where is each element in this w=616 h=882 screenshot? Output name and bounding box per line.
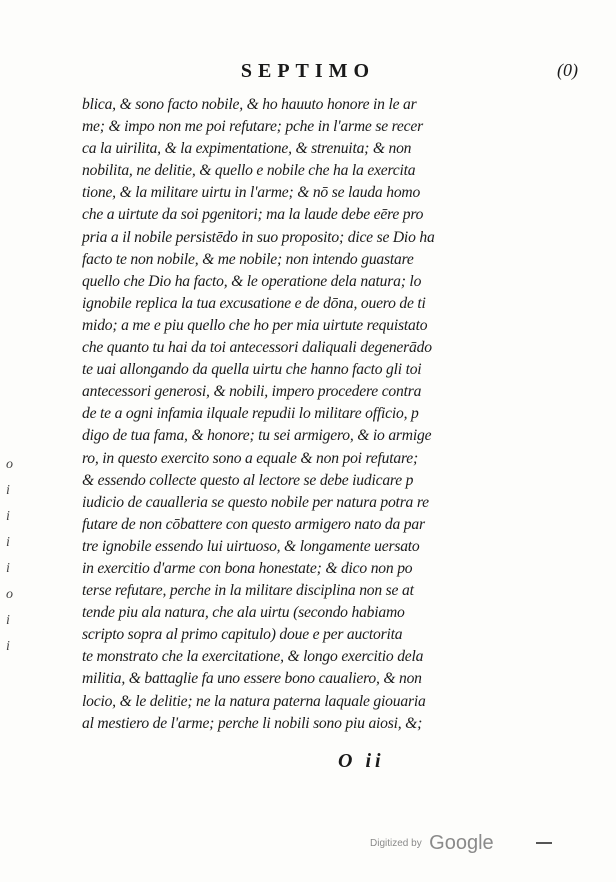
margin-mark: i — [6, 561, 10, 576]
text-line: ro, in questo exercito sono a equale & non poi refutare; — [82, 449, 418, 467]
text-line: antecessori generosi, & nobili, impero procedere contra — [82, 383, 422, 401]
margin-mark: o — [6, 587, 13, 602]
text-line: pria a il nobile persistēdo in suo proposito; dice se Dio ha — [82, 228, 435, 246]
margin-mark: i — [6, 483, 10, 498]
margin-marks — [6, 452, 13, 660]
text-line: mido; a me e piu quello che ho per mia uirtute requistato — [82, 316, 428, 334]
text-line: te monstrato che la exercitatione, & longo exercitio dela — [82, 648, 424, 666]
text-line: che quanto tu hai da toi antecessori daliquali degenerādo — [82, 339, 432, 357]
page-number: (0) — [557, 60, 578, 80]
text-line: ca la uirilita, & la expimentatione, & strenuita; & non — [82, 140, 412, 158]
margin-mark: o — [6, 457, 13, 472]
text-line: terse refutare, perche in la militare disciplina non se at — [82, 582, 414, 600]
margin-mark: i — [6, 509, 10, 524]
text-line: & essendo collecte questo al lectore se debe iudicare p — [82, 471, 414, 489]
digitized-watermark — [370, 832, 494, 855]
text-line: ignobile replica la tua excusatione e de dōna, ouero de ti — [82, 294, 426, 312]
text-line: locio, & le delitie; ne la natura paterna laquale giouaria — [82, 692, 426, 710]
signature-mark: O ii — [338, 750, 385, 772]
text-line: nobilita, ne delitie, & quello e nobile che ha la exercita — [82, 162, 416, 180]
text-line: digo de tua fama, & honore; tu sei armigero, & io armige — [82, 427, 432, 445]
google-logo: Google — [429, 832, 494, 854]
text-line: quello che Dio ha facto, & le operatione dela natura; lo — [82, 272, 422, 290]
text-line: tione, & la militare uirtu in l'arme; & nō se lauda homo — [82, 184, 421, 202]
text-line: che a uirtute da soi pgenitori; ma la laude debe eēre pro — [82, 206, 424, 224]
text-line: militia, & battaglie fa uno essere bono caualiero, & non — [82, 670, 422, 688]
text-line: iudicio de caualleria se questo nobile per natura potra re — [82, 493, 429, 511]
text-line: tre ignobile essendo lui uirtuoso, & longamente uersato — [82, 537, 420, 555]
text-line: facto te non nobile, & me nobile; non intendo guastare — [82, 250, 414, 268]
text-line: tende piu ala natura, che ala uirtu (secondo habiamo — [82, 604, 405, 622]
body-text — [82, 94, 502, 735]
margin-mark: i — [6, 613, 10, 628]
margin-mark: i — [6, 535, 10, 550]
text-line: al mestiero de l'arme; perche li nobili sono piu aiosi, &; — [82, 714, 423, 732]
text-line: blica, & sono facto nobile, & ho hauuto honore in le ar — [82, 96, 417, 113]
text-line: in exercitio d'arme con bona honestate; & dico non po — [82, 559, 413, 577]
text-line: scripto sopra al primo capitulo) doue e per auctorita — [82, 626, 403, 644]
edge-mark — [536, 842, 552, 844]
watermark-prefix: Digitized by — [370, 838, 422, 849]
text-line: futare de non cōbattere con questo armigero nato da par — [82, 515, 425, 533]
text-line: de te a ogni infamia ilquale repudii lo militare officio, p — [82, 405, 419, 423]
text-line: me; & impo non me poi refutare; pche in l'arme se recer — [82, 118, 423, 136]
margin-mark: i — [6, 639, 10, 654]
page-header: SEPTIMO — [240, 60, 376, 82]
text-line: te uai allongando da quella uirtu che hanno facto gli toi — [82, 361, 422, 379]
